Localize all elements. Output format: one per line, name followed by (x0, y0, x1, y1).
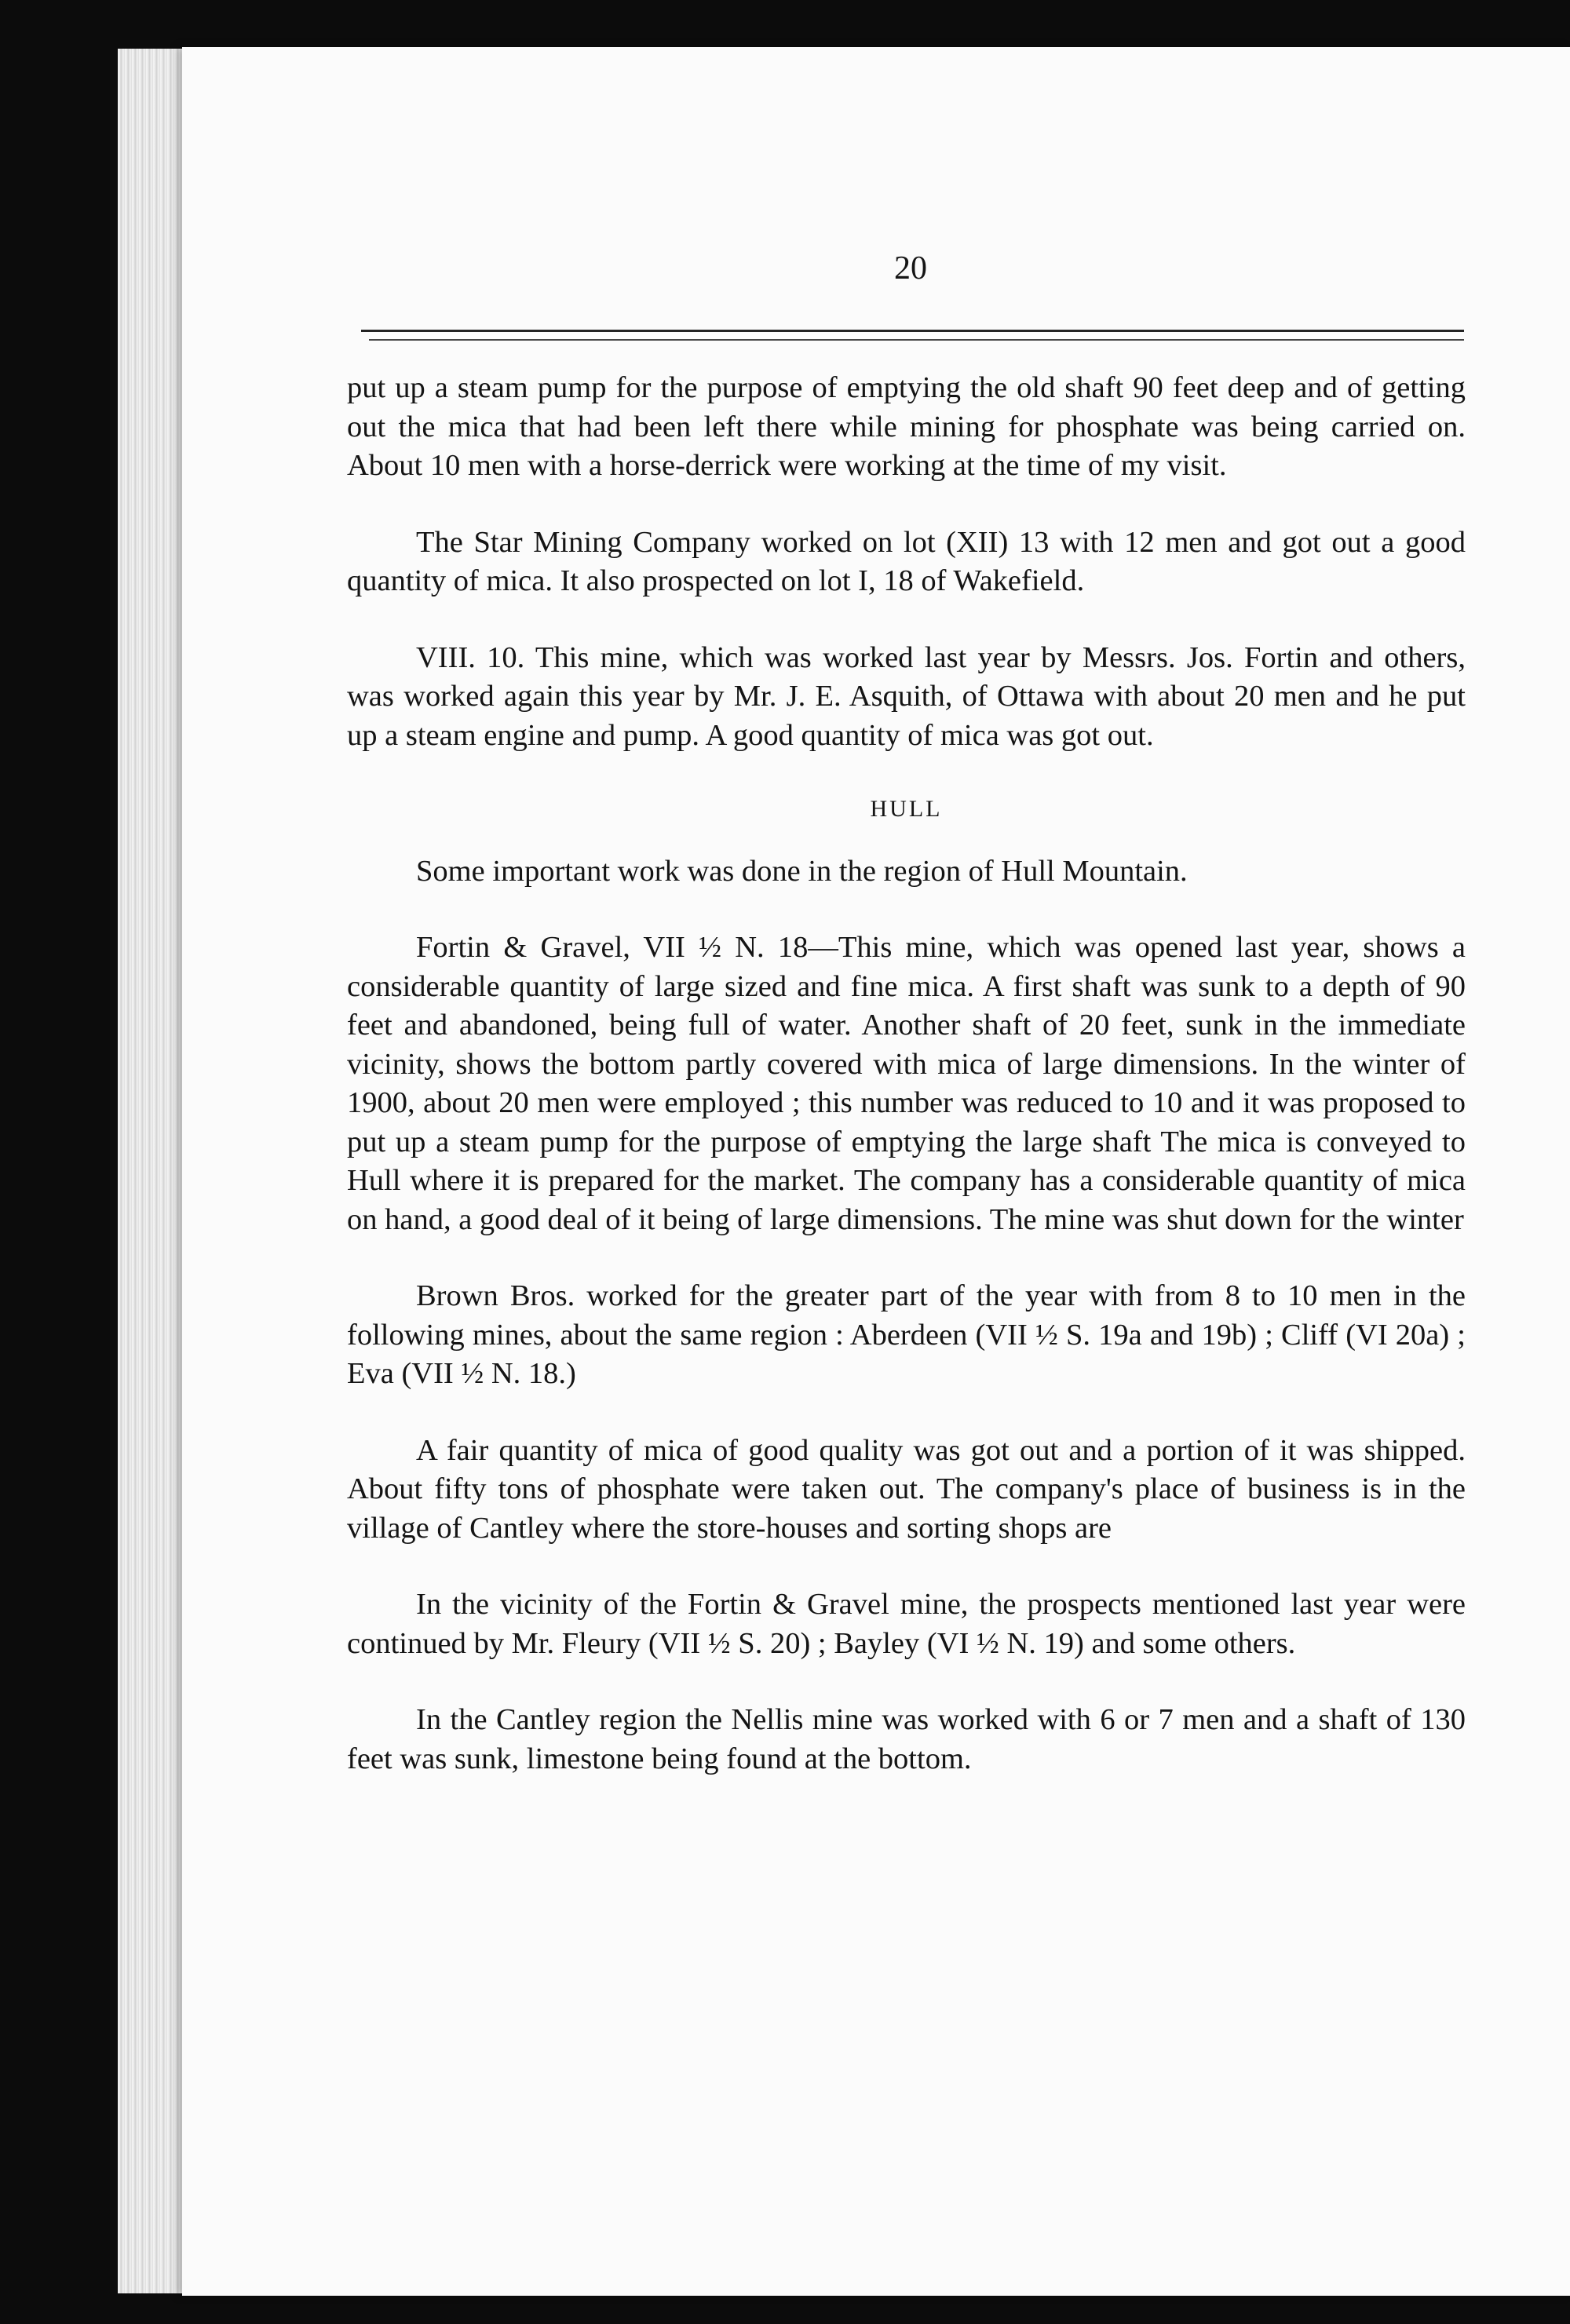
paragraph-cantley: In the Cantley region the Nellis mine was worked with 6 or 7 men and a shaft of 130 feet was sunk, limestone being found at the bottom. (347, 1703, 1466, 1775)
page-number: 20 (894, 250, 927, 286)
paragraph-vicinity: In the vicinity of the Fortin & Gravel mine, the prospects mentioned last year were continued by Mr. Fleury (VII ½ S. 20) ; Bayley (VI ½ N. 19) and some others. (347, 1588, 1466, 1660)
header-rule (361, 330, 1464, 332)
paragraph-hull-mountain: Some important work was done in the region of Hull Mountain. (416, 854, 1188, 888)
paragraph-fortin-gravel: Fortin & Gravel, VII ½ N. 18—This mine, which was opened last year, shows a considerable quantity of large sized and fine mica. A first shaft was sunk to a depth of 90 feet and abandoned, being full of water. Another shaft of 20 feet, sunk in the immediate vicinity, shows the bottom partly covered with mica of large dimensions. In the winter of 1900, about 20 men were employed ; this number was reduced to 10 and it was proposed to put up a steam pump for the purpose of emptying the large shaft The mica is conveyed to Hull where it is prepared for the market. The company has a considerable quantity of mica on hand, a good deal of it being of large dimensions. The mine was shut down for the winter (347, 931, 1466, 1236)
header-rule-secondary (369, 339, 1464, 341)
section-heading-hull: HULL (870, 796, 943, 822)
paragraph-steam-pump: put up a steam pump for the purpose of emptying the old shaft 90 feet deep and of getting out the mica that had been left there while mining for phosphate was being carried on. About 10 men with a horse-derrick were working at the time of my visit. (347, 371, 1466, 482)
paragraph-star-mining: The Star Mining Company worked on lot (XII) 13 with 12 men and got out a good quantity of mica. It also prospected on lot I, 18 of Wakefield. (347, 525, 1466, 597)
body-text (347, 369, 1466, 1816)
paragraph-viii-10: VIII. 10. This mine, which was worked last year by Messrs. Jos. Fortin and others, was worked again this year by Mr. J. E. Asquith, of Ottawa with about 20 men and he put up a steam engine and pump. A good quantity of mica was got out. (347, 640, 1466, 752)
paragraph-brown-bros: Brown Bros. worked for the greater part of the year with from 8 to 10 men in the following mines, about the same region : Aberdeen (VII ½ S. 19a and 19b) ; Cliff (VI 20a) ; Eva (VII ½ N. 18.) (347, 1279, 1466, 1390)
paragraph-fair-quantity: A fair quantity of mica of good quality was got out and a portion of it was shipped. About fifty tons of phosphate were taken out. The company's place of business is in the village of Cantley where the store-houses and sorting shops are (347, 1433, 1466, 1545)
